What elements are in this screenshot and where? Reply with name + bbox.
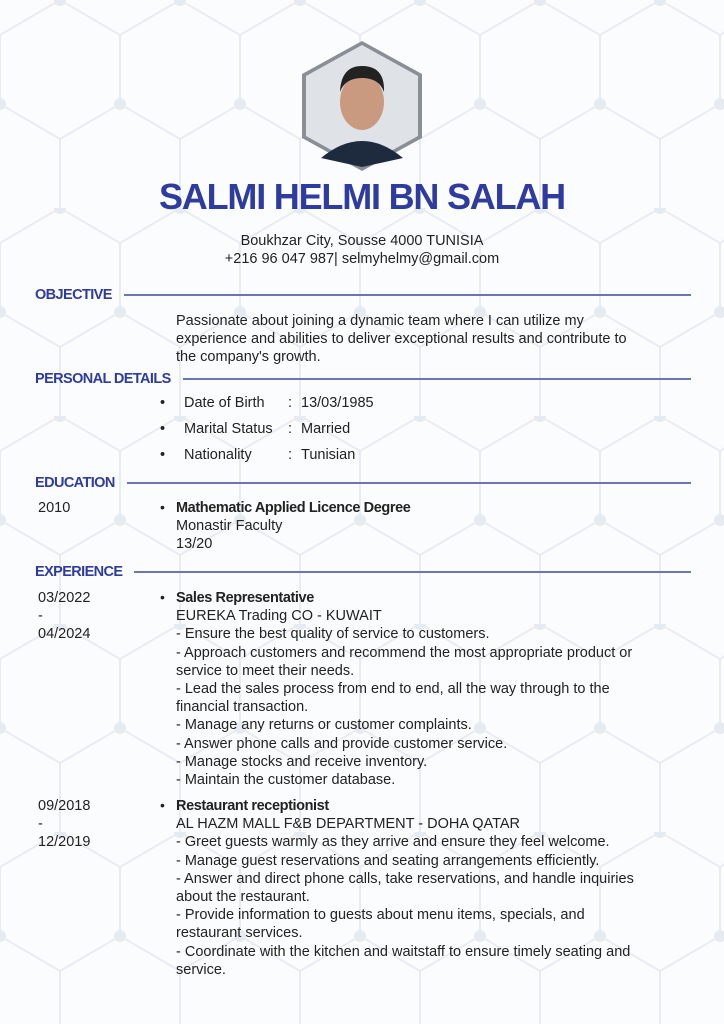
candidate-name: SALMI HELMI BN SALAH	[159, 176, 565, 217]
bullet: •	[160, 499, 165, 515]
dash: -	[38, 816, 43, 833]
education-year: 2010	[38, 500, 71, 516]
section-heading-experience	[35, 564, 691, 580]
text-line: the company's growth.	[176, 349, 321, 366]
section-heading-objective	[35, 287, 691, 303]
section-heading-education	[35, 475, 691, 491]
end-date: 12/2019	[38, 834, 91, 851]
duty-line: - Ensure the best quality of service to customers.	[176, 626, 490, 643]
duty-line: - Approach customers and recommend the most appropriate product or	[176, 644, 633, 661]
bullet: •	[160, 589, 165, 605]
duty-line: - Lead the sales process from end to end, all the way through to the	[176, 681, 610, 698]
heading-label: PERSONAL DETAILS	[35, 371, 171, 387]
bullet: •	[160, 797, 165, 813]
duty-line: restaurant services.	[176, 925, 303, 942]
personal-item: • Date of Birth : 13/03/1985	[160, 395, 374, 411]
duty-line: service to meet their needs.	[176, 662, 355, 679]
heading-label: OBJECTIVE	[35, 287, 112, 303]
label: Marital Status	[184, 421, 273, 437]
sep: :	[288, 447, 293, 463]
duty-line: - Provide information to guests about menu items, specials, and	[176, 907, 585, 924]
job-entry	[176, 797, 691, 979]
section-heading-personal-details	[35, 371, 691, 387]
heading-label: EDUCATION	[35, 475, 115, 491]
divider	[134, 571, 691, 573]
label: Date of Birth	[184, 395, 265, 411]
objective-text	[176, 312, 691, 367]
duty-line: service.	[176, 961, 226, 978]
duty-line: - Coordinate with the kitchen and waitstaff to ensure timely seating and	[176, 943, 631, 960]
school: Monastir Faculty	[176, 518, 283, 535]
duty-line: about the restaurant.	[176, 889, 310, 906]
education-entry	[176, 499, 691, 554]
phone-email: +216 96 047 987| selmyhelmy@gmail.com	[224, 251, 500, 267]
text-line: Passionate about joining a dynamic team where I can utilize my	[176, 313, 584, 329]
job-entry	[176, 589, 691, 789]
sep: :	[288, 395, 293, 411]
divider	[127, 482, 691, 484]
sep: :	[288, 421, 293, 437]
degree: Mathematic Applied Licence Degree	[176, 500, 411, 516]
value: 13/03/1985	[301, 395, 374, 411]
text-line: experience and abilities to deliver exceptional results and contribute to	[176, 331, 627, 348]
personal-item: • Marital Status : Married	[160, 421, 351, 437]
duty-line: - Maintain the customer database.	[176, 772, 396, 789]
duty-line: financial transaction.	[176, 699, 309, 716]
duty-line: - Manage any returns or customer complaints.	[176, 717, 472, 734]
job-dates	[38, 589, 138, 644]
grade: 13/20	[176, 536, 213, 553]
heading-label: EXPERIENCE	[35, 564, 123, 580]
duty-line: - Manage guest reservations and seating arrangements efficiently.	[176, 852, 600, 869]
job-company: EUREKA Trading CO - KUWAIT	[176, 608, 382, 625]
start-date: 09/2018	[38, 798, 91, 814]
job-dates	[38, 797, 138, 852]
duty-line: - Manage stocks and receive inventory.	[176, 753, 428, 770]
profile-photo	[301, 40, 423, 172]
personal-item: • Nationality : Tunisian	[160, 447, 356, 463]
duty-line: - Answer and direct phone calls, take reservations, and handle inquiries	[176, 870, 634, 887]
duty-line: - Greet guests warmly as they arrive and ensure they feel welcome.	[176, 834, 610, 851]
job-role: Sales Representative	[176, 590, 314, 606]
address: Boukhzar City, Sousse 4000 TUNISIA	[240, 233, 484, 249]
job-role: Restaurant receptionist	[176, 798, 329, 814]
value: Married	[301, 421, 351, 437]
label: Nationality	[184, 447, 252, 463]
job-company: AL HAZM MALL F&B DEPARTMENT - DOHA QATAR	[176, 816, 521, 833]
divider	[124, 294, 691, 296]
dash: -	[38, 608, 43, 625]
duty-line: - Answer phone calls and provide customer service.	[176, 735, 508, 752]
end-date: 04/2024	[38, 626, 91, 643]
value: Tunisian	[301, 447, 356, 463]
start-date: 03/2022	[38, 590, 91, 606]
divider	[183, 378, 691, 380]
